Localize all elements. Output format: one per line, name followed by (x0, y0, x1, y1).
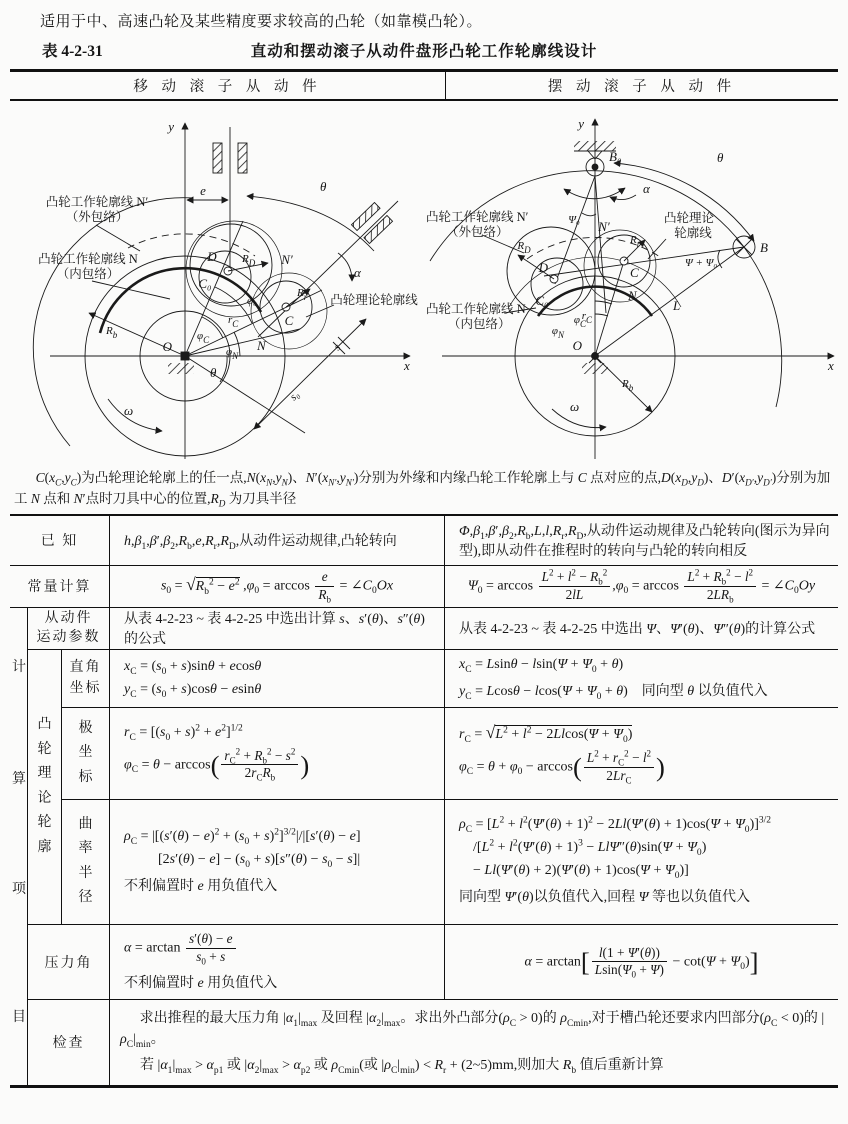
motion-left-text: 从表 4-2-23 ~ 表 4-2-25 中选出计算 s、s′(θ)、s″(θ)的公式 (124, 612, 425, 648)
diagram-translating-roller-cam (0, 101, 424, 466)
design-procedure-table (10, 514, 838, 1088)
definitions-note: $C(x_C,y_C)$为凸轮理论轮廓上的任一点$,N(x_N,y_N)$、$N'(x_{N'},y_{N'})$分别为外缘和内缘凸轮工作轮廓上与 C 点对应的点$,D(x_D,y_D)$、$D'(x_{D'},y_{D'})$分别为加工 N 点和 N′点时刀具中心的位置$,R_D$ 为刀具半径 (14, 470, 831, 509)
curvature-left-cell (110, 800, 445, 925)
rho-formula-right-2: $/[L^2 + l^2(\Psi'(\theta) + 1)^3 - Ll\Psi''(\theta)\sin(\Psi + \Psi_0)$ (473, 838, 707, 859)
row-known-label: 已 知 (10, 516, 110, 566)
O-label: O (162, 339, 172, 354)
rc-label: $r_C$ (228, 314, 239, 329)
profile-char-4: 论 (37, 790, 52, 806)
theory-profile-vertical-label (28, 650, 62, 925)
yc-formula-left: $y_C = (s_0 + s)\cos\theta - esin\theta$ (124, 681, 262, 700)
inner-envelope-label2: （内包络） (448, 317, 511, 331)
Rb-label: $R_b$ (622, 378, 634, 393)
left-diagram-geometry (33, 123, 410, 459)
phiC-label: $\varphi_C$ (573, 314, 586, 329)
intro-text: 适用于中、高速凸轮及某些精度要求较高的凸轮（如靠模凸轮）。 (40, 14, 483, 30)
motion-right-cell (445, 608, 838, 650)
theta-small-label: θ (210, 365, 217, 380)
outer-envelope-label: 凸轮工作轮廓线 N′ (45, 195, 149, 209)
known-right-cell (445, 516, 838, 566)
right-diagram-labels (426, 116, 834, 414)
outer-envelope-label2: （外包络） (446, 225, 509, 239)
polar-right-cell (445, 708, 838, 800)
guide-block-left (213, 143, 222, 173)
inclined-guide (351, 203, 392, 244)
cam-center (592, 353, 599, 360)
s0-label: s₀ (287, 388, 302, 404)
profile-char-5: 轮 (37, 815, 52, 831)
C0-label: C₀ (535, 293, 549, 308)
phiN-arc (595, 301, 612, 304)
diagram-oscillating-roller-cam (424, 101, 848, 466)
polar-char-1: 极 (78, 720, 93, 736)
alpha-label: α (643, 181, 650, 196)
profile-char-3: 理 (37, 766, 52, 782)
theta-label: θ (717, 150, 724, 165)
table-number: 表 4-2-31 (42, 43, 103, 60)
constant-left-cell (110, 566, 445, 608)
line-O-B (595, 247, 744, 356)
y-axis-label: y (578, 116, 584, 131)
header-oscillating-follower: 摆 动 滚 子 从 动 件 (547, 79, 737, 95)
check-cell (110, 1000, 838, 1085)
curv-char-4: 径 (78, 890, 93, 906)
RD-arrow (518, 255, 554, 279)
constant-left-formula: $s_0 = √R_b^2 - e^2$ $,\varphi_0 = \arccos$ $\frac{e}{R_b}$ = $\angle C_0Ox$ (160, 569, 394, 605)
pivot-hatch (168, 363, 194, 374)
omega-label: ω (570, 399, 580, 414)
outer-envelope-label2: （外包络） (65, 210, 129, 224)
phiN-label: $\varphi_N$ (226, 346, 239, 361)
known-left-cell (110, 516, 445, 566)
e-label: e (200, 183, 206, 198)
alpha-formula-right: α = arctan[ $\frac{l(1 + \Psi'(\theta))}{Lsin(\Psi_0 + \Psi)}$ − $\cot(\Psi + \Psi_0)$] (524, 944, 759, 980)
curv-char-2: 率 (78, 841, 93, 857)
x-axis-label: x (828, 358, 834, 373)
cam-shaft (181, 352, 189, 360)
row-pressure-label: 压力角 (28, 925, 110, 1000)
rho-note-right: 同向型 Ψ′(θ)以负值代入,回程 Ψ 等也以负值代入 (459, 890, 750, 906)
rho-formula-right-1: $\rho_C = [L^2 + l^2(\Psi'(\theta) + 1)^2 - 2Ll(\Psi'(\theta) + 1)\cos(\Psi + \Psi_0)]^{3/2}$ (459, 815, 772, 836)
omega-label: ω (124, 403, 134, 418)
RD-label: $R_D$ (242, 253, 256, 268)
alpha-label: α (354, 265, 361, 280)
rect-left-cell (110, 650, 445, 708)
yc-formula-right: $y_C = Lcos\theta - lcos(\Psi + \Psi_0 + \theta)$ 同向型 θ 以负值代入 (459, 683, 768, 702)
leader-outer-envelope (96, 225, 140, 251)
curvature-right-cell (445, 800, 838, 925)
rho-formula-left-2: $[2s'(\theta) - e] - (s_0 + s)[s''(\theta) - s_0 - s]|$ (158, 851, 361, 870)
line-O-C (595, 261, 624, 356)
alpha-formula-left: α = arctan $\frac{s'(\theta) - e}{s_0 + s}$ (124, 931, 238, 965)
alpha-note-left: 不利偏置时 e 用负值代入 (124, 976, 278, 992)
rocker-swing-arc (564, 188, 625, 199)
pivot-hatch (582, 363, 608, 374)
handbook-page (0, 10, 848, 1124)
motion-right-text: 从表 4-2-23 ~ 表 4-2-25 中选出 Ψ、Ψ′(θ)、Ψ″(θ)的计算公式 (459, 622, 816, 638)
column-header-row (10, 69, 838, 101)
known-left-formula: $h,\beta_1,\beta',\beta_2,R_b,e,R_r,R_D$,从动件运动规律,凸轮转向 (124, 534, 397, 553)
polar-char-2: 坐 (78, 745, 93, 761)
phic-formula-left: $\varphi_C = \theta - \arccos$( $r_C^2 + R_b^2 - s^2$ $2r_CR_b$ ) (124, 746, 310, 783)
C-label: C (284, 313, 294, 328)
rect-label-line2: 坐标 (69, 681, 102, 697)
constant-right-cell (445, 566, 838, 608)
line-O-D (185, 221, 243, 356)
Nprime-label: N′ (598, 219, 610, 234)
polar-char-3: 标 (78, 769, 93, 785)
N-label: N (628, 288, 637, 303)
B-label: B (760, 240, 768, 255)
theory-profile-label: 凸轮理论轮廓线 (330, 293, 418, 307)
rc-formula-right: $r_C = √L^2 + l^2 - 2Llcos(\Psi + \Psi_0)$ (459, 722, 633, 746)
diagram-row (0, 101, 848, 466)
s-label: s (331, 341, 344, 354)
follower-axis-inclined (258, 201, 398, 337)
row-motion-label (28, 608, 110, 650)
rho-note-left: 不利偏置时 e 用负值代入 (124, 878, 278, 894)
Nprime-label: N′ (281, 252, 293, 267)
psisum-label: Ψ + Ψ₀ (685, 257, 718, 269)
guide-block-right (238, 143, 247, 173)
inner-envelope-label: 凸轮工作轮廓线 N (38, 252, 138, 266)
C0-label: C₀ (198, 276, 212, 291)
check-paragraph-1: 求出推程的最大压力角 $|\alpha_1|_{max}$ 及回程 $|\alpha_2|_{max}$。求出外凸部分$(\rho_C > 0)$的 $\rho_{Cmin}$,对于槽凸轮还要求内凹部分$(\rho_C < 0)$的 $|\rho_C|_{min}$。 (120, 1011, 825, 1051)
psi0-arc (582, 213, 596, 216)
Rr-label: $R_r$ (630, 234, 641, 249)
phiC-label: $\varphi_C$ (197, 330, 210, 345)
O-label: O (572, 338, 582, 353)
motion-label-line2: 运动参数 (36, 630, 101, 646)
D-label: D (207, 249, 217, 264)
RD-label: $R_D$ (517, 240, 531, 255)
theta-label: θ (320, 179, 327, 194)
inner-envelope-label: 凸轮工作轮廓线 N (426, 302, 526, 316)
xc-formula-left: $x_C = (s_0 + s)\sin\theta + ecos\theta$ (124, 658, 262, 677)
calc-char-3: 项 (12, 881, 26, 897)
phic-formula-right: $\varphi_C = \theta + \varphi_0 - \arccos$( $L^2 + r_C^2 - l^2$ $2Lr_C$ ) (459, 748, 665, 786)
leader-theory (648, 239, 666, 259)
x-axis-label: x (404, 358, 410, 373)
B0-pivot-dot (592, 164, 598, 170)
phiC-arc (595, 314, 608, 316)
row-check-label: 检查 (28, 1000, 110, 1085)
table-caption (10, 39, 838, 65)
calc-items-vertical-label (10, 608, 28, 1085)
alpha-arc (610, 195, 636, 200)
curv-char-3: 半 (78, 865, 93, 881)
curv-char-1: 曲 (78, 816, 93, 832)
profile-char-6: 廓 (37, 839, 52, 855)
profile-char-2: 轮 (37, 741, 52, 757)
row-rect-label (62, 650, 110, 708)
profile-char-1: 凸 (37, 717, 52, 733)
theory-profile-label1: 凸轮理论 (663, 211, 715, 225)
phi0-label: φ₀ (247, 295, 257, 307)
rho-formula-right-3: − $Ll(\Psi'(\theta) + 2)(\Psi'(\theta) + 1)\cos(\Psi + \Psi_0)$] (473, 863, 689, 882)
theta-small-arc (220, 356, 227, 382)
arm-B0-C0 (555, 176, 595, 284)
Rr-label: $R_r$ (297, 287, 308, 302)
rho-formula-left-1: $\rho_C = |[(s'(\theta) - e)^2 + (s_0 + s)^2]^{3/2}|/|[s'(\theta) - e]$ (124, 827, 361, 847)
L-label: L (673, 298, 681, 313)
xc-formula-right: $x_C = Lsin\theta - lsin(\Psi + \Psi_0 + \theta)$ (459, 656, 624, 675)
row-polar-label (62, 708, 110, 800)
row-curvature-label (62, 800, 110, 925)
pressure-left-cell (110, 925, 445, 1000)
known-right-formula: $\Phi,\beta_1,\beta',\beta_2,R_b,L,l,R_r,R_D$,从动件运动规律及凸轮转向(图示为异向型),即从动件在推程时的转向与凸轮的转向相反 (459, 524, 830, 560)
N-label: N (257, 338, 266, 353)
rect-right-cell (445, 650, 838, 708)
header-translating-follower: 移 动 滚 子 从 动 件 (10, 72, 446, 99)
calc-char-1: 计 (12, 659, 26, 675)
motion-left-cell (110, 608, 445, 650)
inner-envelope-label2: （内包络） (56, 267, 120, 281)
pressure-right-cell (445, 925, 838, 1000)
omega-arrow (108, 399, 162, 431)
theory-profile-label2: 轮廓线 (674, 226, 712, 240)
motion-label-line1: 从动件 (44, 610, 93, 626)
leader-inner-envelope (92, 281, 170, 299)
check-paragraph-2: 若 $|\alpha_1|_{max} > \alpha_{p1}$ 或 $|\alpha_2|_{max} > \alpha_{p2}$ 或 $\rho_{Cmin}$(或 $|\rho_C|_{min}) < R_r$ + (2~5)mm,则加大 $R_b$ 值后重新计算 (140, 1058, 664, 1077)
polar-left-cell (110, 708, 445, 800)
C-label: C (630, 265, 639, 280)
rect-label-line1: 直角 (69, 660, 102, 676)
rc-label: $r_C$ (581, 310, 592, 325)
rc-formula-left: $r_C = [(s_0 + s)^2 + e^2]^{1/2}$ (124, 723, 243, 743)
calc-char-2: 算 (12, 771, 26, 787)
row-constant-label: 常量计算 (10, 566, 110, 608)
D-label: D (538, 260, 548, 275)
y-axis-label: y (168, 119, 174, 134)
B0-label: B₀ (609, 149, 622, 164)
outer-envelope-label: 凸轮工作轮廓线 N′ (426, 210, 529, 224)
table-title: 直动和摆动滚子从动件盘形凸轮工作轮廓线设计 (250, 43, 598, 60)
Rb-label: $R_b$ (106, 325, 118, 340)
phiN-label: $\varphi_N$ (551, 325, 564, 340)
calc-char-4: 目 (12, 1009, 26, 1025)
constant-right-formula: $\Psi_0 = \arccos$ $\frac{L^2 + l^2 - R_b^2}{2lL}$ $,\varphi_0 = \arccos$ $L^2 + R_b^2 - l^2$ $2LR_b$ = $\angle C_0Oy$ (467, 567, 816, 605)
psi0-label: Ψ₀ (568, 214, 580, 226)
